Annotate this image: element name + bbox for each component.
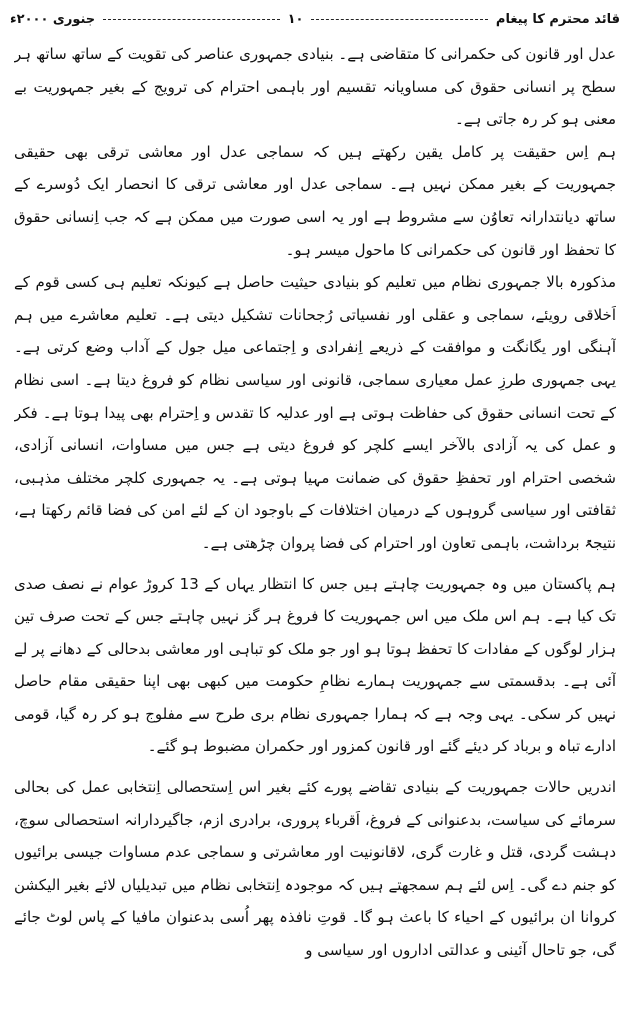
page-number: ۱۰ xyxy=(287,11,304,27)
header-title: قائد محترم کا پیغام xyxy=(495,11,620,27)
page-header xyxy=(10,4,620,34)
paragraph-3: مذکورہ بالا جمہوری نظام میں تعلیم کو بنیادی حیثیت حاصل ہے کیونکہ تعلیم ہی کسی قوم کے اَخلاقی رویئے، سماجی و عقلی اور نفسیاتی رُجحانات تشکیل دیتی ہے۔ تعلیم معاشرے میں ہم آہنگی اور یگانگت و موافقت کے ذریعے اِنفرادی و اِجتماعی میل جول کے آداب وضع کرتی ہے۔ یہی جمہوری طرزِ عمل معیاری سماجی، قانونی اور سیاسی نظام کو فروغ دیتا ہے۔ اسی نظام کے تحت انسانی حقوق کی حفاظت ہوتی ہے اور عدلیہ کا تقدس و اِحترام بھی پیدا ہوتا ہے۔ فکر و عمل کی یہ آزادی بالآخر ایسے کلچر کو فروغ دیتی ہے جس میں مساوات، انسانی آزادی، شخصی احترام اور تحفظِ حقوق کی ضمانت مہیا ہوتی ہے۔ یہ جمہوری کلچر مختلف مذہبی، ثقافتی اور سیاسی گروہوں کے درمیان اختلافات کے باوجود ان کے لئے امن کی فضا قائم رکھتا ہے، نتیجۃً برداشت، باہمی تعاون اور احترام کی فضا پروان چڑھتی ہے۔ xyxy=(14,273,616,552)
paragraph-5: اندریں حالات جمہوریت کے بنیادی تقاضے پورے کئے بغیر اس اِستحصالی اِنتخابی عمل کی بحالی سرمائے کی سیاست، بدعنوانی کے فروغ، اَقرباء پروری، برادری ازم، جاگیردارانہ استحصالی سوچ، دہشت گردی، قتل و غارت گری، لاقانونیت اور معاشرتی و سماجی عدم مساوات جیسی برائیوں کو جنم دے گی۔ اِس لئے ہم سمجھتے ہیں کہ موجودہ اِنتخابی نظام میں تبدیلیاں لائے بغیر الیکشن کروانا ان برائیوں کے احیاء کا باعث ہو گا۔ قوتِ نافذہ پھر اُسی بدعنوان مافیا کے پاس لوٹ جائے گی، جو تاحال آئینی و عدالتی اداروں اور سیاسی و xyxy=(14,778,616,960)
header-date: جنوری ۲۰۰۰ء xyxy=(10,11,96,27)
paragraph-4: ہم پاکستان میں وہ جمہوریت چاہتے ہیں جس کا انتظار یہاں کے 13 کروڑ عوام نے نصف صدی تک کیا ہے۔ ہم اس ملک میں اس جمہوریت کا فروغ ہر گز نہیں چاہتے جس کے تحت صرف تین ہزار لوگوں کے مفادات کا تحفظ ہوتا ہو اور جو ملک کو تباہی اور معاشی بدحالی کے دھانے پر لے آئی ہے۔ بدقسمتی سے جمہوریت ہمارے نظامِ حکومت میں کبھی بھی اپنا حقیقی مقام حاصل نہیں کر سکی۔ یہی وجہ ہے کہ ہمارا جمہوری نظام بری طرح سے مفلوج ہو کر رہ گیا، قومی ادارے تباہ و برباد کر دیئے گئے اور قانون کمزور اور حکمران مضبوط ہو گئے۔ xyxy=(14,574,616,756)
header-rule-right xyxy=(311,19,487,20)
article-body xyxy=(14,38,616,1020)
paragraph-1: عدل اور قانون کی حکمرانی کا متقاضی ہے۔ بنیادی جمہوری عناصر کی تقویت کے ساتھ ساتھ ہر سطح پر انسانی حقوق کی مساویانہ تقسیم اور باہمی احترام کی ترویج کے بغیر جمہوریت بے معنی ہو کر رہ جاتی ہے۔ xyxy=(14,45,616,129)
paragraph-2: ہم اِس حقیقت پر کامل یقین رکھتے ہیں کہ سماجی عدل اور معاشی ترقی بھی حقیقی جمہوریت کے بغیر ممکن نہیں ہے۔ سماجی عدل اور معاشی ترقی کا انحصار ایک دُوسرے کے ساتھ دیانتدارانہ تعاوُن سے مشروط ہے اور یہ اسی صورت میں ممکن ہے کہ جب اِنسانی حقوق کا تحفظ اور قانون کی حکمرانی کا ماحول میسر ہو۔ xyxy=(14,142,616,259)
header-rule-left xyxy=(103,19,279,20)
